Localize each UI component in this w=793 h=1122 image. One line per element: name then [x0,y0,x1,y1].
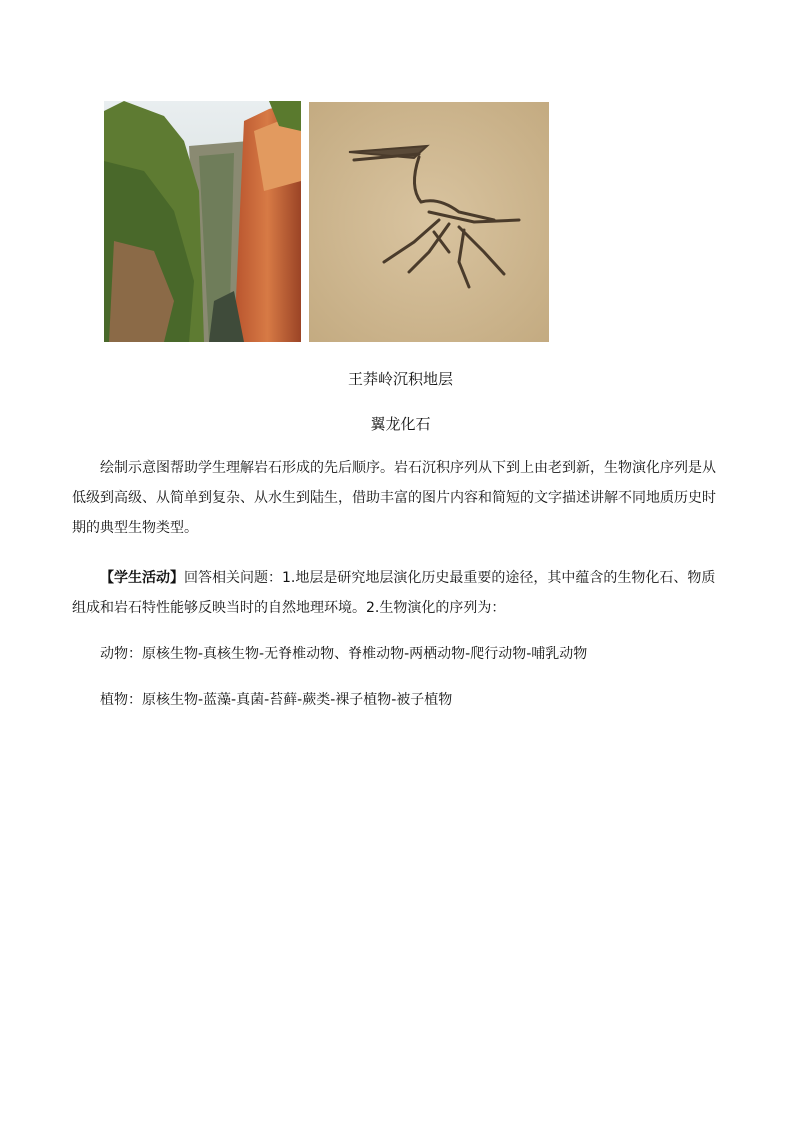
plant-evolution-line: 植物：原核生物-蓝藻-真菌-苔藓-蕨类-裸子植物-被子植物 [100,692,453,708]
caption-fossil: 翼龙化石 [370,415,431,433]
pterosaur-fossil-photo [309,102,549,342]
canyon-image [104,101,301,342]
caption-stratum: 王莽岭沉积地层 [347,370,453,388]
animal-evolution-line: 动物：原核生物-真核生物-无脊椎动物、脊椎动物-两栖动物-爬行动物-哺乳动物 [100,646,588,662]
stratum-photo [104,101,301,342]
fossil-image [309,102,549,342]
activity-text: 回答相关问题：1.地层是研究地层演化历史最重要的途径，其中蕴含的生物化石、物质组成和岩石特性能够反映当时的自然地理环境。2.生物演化的序列为： [72,570,716,616]
activity-label: 【学生活动】 [100,570,184,586]
explanation-paragraph: 绘制示意图帮助学生理解岩石形成的先后顺序。岩石沉积序列从下到上由老到新，生物演化序列是从低级到高级、从简单到复杂、从水生到陆生，借助丰富的图片内容和简短的文字描述讲解不同地质历史时期的典型生物类型。 [72,460,716,536]
student-activity-paragraph [72,563,724,623]
